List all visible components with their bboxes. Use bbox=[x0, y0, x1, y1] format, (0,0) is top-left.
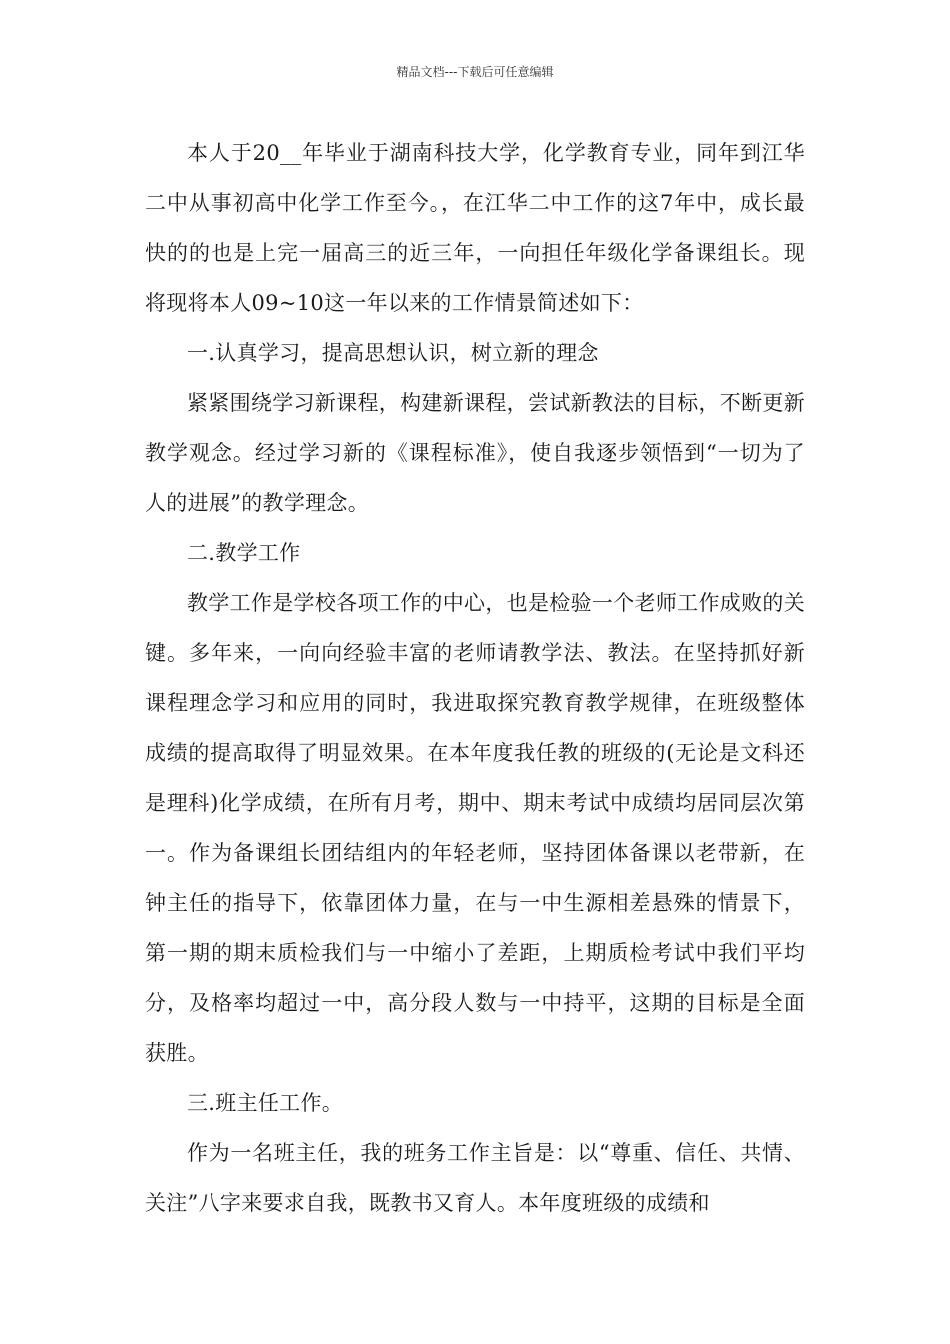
page-header: 精品文档---下载后可任意编辑 bbox=[396, 65, 554, 79]
section-2-paragraph: 教学工作是学校各项工作的中心，也是检验一个老师工作成败的关键。多年来，一向向经验丰富的老师请教学法、教法。在坚持抓好新课程理念学习和应用的同时，我进取探究教育教学规律，在班级整体成绩的提高取得了明显效果。在本年度我任教的班级的(无论是文科还是理科)化学成绩，在所有月考，期中、期末考试中成绩均居同层次第一。作为备课组长团结组内的年轻老师，坚持团体备课以老带新，在钟主任的指导下，依靠团体力量，在与一中生源相差悬殊的情景下，第一期的期末质检我们与一中缩小了差距，上期质检考试中我们平均分，及格率均超过一中，高分段人数与一中持平，这期的目标是全面获胜。 bbox=[145, 591, 805, 1065]
intro-paragraph: 本人于20__年毕业于湖南科技大学，化学教育专业，同年到江华二中从事初高中化学工作至今。，在江华二中工作的这7年中，成长最快的的也是上完一届高三的近三年，一向担任年级化学备课组长。现将现将本人09~10这一年以来的工作情景简述如下： bbox=[145, 141, 805, 315]
section-3-heading: 三.班主任工作。 bbox=[187, 1091, 344, 1115]
document-body bbox=[145, 128, 805, 1228]
section-1-heading: 一.认真学习，提高思想认识，树立新的理念 bbox=[187, 341, 599, 365]
section-1-paragraph: 紧紧围绕学习新课程，构建新课程，尝试新教法的目标，不断更新教学观念。经过学习新的《课程标准》，使自我逐步领悟到“一切为了人的进展”的教学理念。 bbox=[145, 391, 805, 515]
section-3-paragraph: 作为一名班主任，我的班务工作主旨是：以“尊重、信任、共情、关注”八字来要求自我，既教书又育人。本年度班级的成绩和 bbox=[145, 1141, 805, 1215]
section-2-heading: 二.教学工作 bbox=[187, 541, 301, 565]
